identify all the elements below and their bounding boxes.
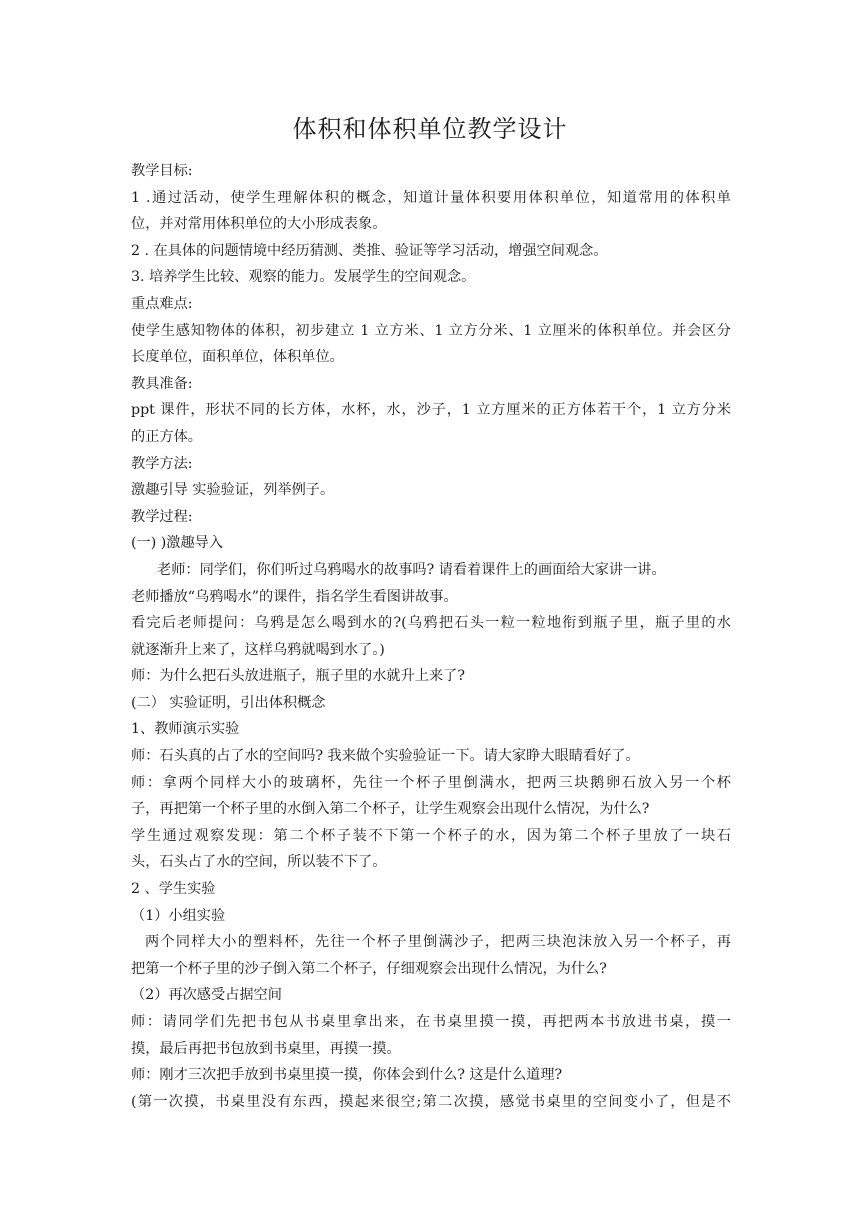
paragraph-line: 师：石头真的占了水的空间吗? 我来做个实验验证一下。请大家睁大眼睛看好了。 <box>131 748 640 765</box>
section-heading-key-points: 重点难点: <box>131 295 193 312</box>
paragraph-line: 老师：同学们，你们听过乌鸦喝水的故事吗? 请看着课件上的画面给大家讲一讲。 <box>157 561 666 578</box>
section-heading-materials: 教具准备: <box>131 375 193 392</box>
paragraph-line: 使学生感知物体的体积，初步建立 1 立方米、1 立方分米、1 立厘米的体积单位。并会区分 <box>131 322 731 339</box>
document-title: 体积和体积单位教学设计 <box>292 115 568 143</box>
paragraph-line: 师：请同学们先把书包从书桌里拿出来，在书桌里摸一摸，再把两本书放进书桌，摸一 <box>131 1014 731 1030</box>
section-heading-objectives: 教学目标: <box>131 163 193 179</box>
subsection-heading: (二） 实验证明，引出体积概念 <box>131 694 326 711</box>
subsection-heading: 2 、学生实验 <box>131 881 216 898</box>
paragraph-line: 师：刚才三次把手放到书桌里摸一摸，你体会到什么? 这是什么道理? <box>131 1067 563 1084</box>
paragraph-line: 2 . 在具体的问题情境中经历猜测、类推、验证等学习活动，增强空间观念。 <box>131 242 608 259</box>
paragraph-line: 头，石头占了水的空间，所以装不下了。 <box>131 854 387 871</box>
paragraph-line: 看完后老师提问：乌鸦是怎么喝到水的?(乌鸦把石头一粒一粒地衔到瓶子里，瓶子里的水 <box>131 615 731 632</box>
paragraph-line: 学生通过观察发现：第二个杯子装不下第一个杯子的水，因为第二个杯子里放了一块石 <box>131 827 731 844</box>
paragraph-line: 师：为什么把石头放进瓶子，瓶子里的水就升上来了? <box>131 668 465 685</box>
paragraph-line: ppt 课件，形状不同的长方体，水杯，水，沙子，1 立方厘米的正方体若干个，1 立方分米 <box>131 402 731 419</box>
subsection-heading: （2）再次感受占据空间 <box>131 987 282 1004</box>
subsection-heading: （1）小组实验 <box>131 907 226 924</box>
subsection-heading: 1、教师演示实验 <box>131 721 240 738</box>
paragraph-line: 位，并对常用体积单位的大小形成表象。 <box>131 216 387 233</box>
paragraph-line: (第一次摸，书桌里没有东西，摸起来很空;第二次摸，感觉书桌里的空间变小了，但是不 <box>131 1093 731 1110</box>
paragraph-line: 激趣引导 实验验证，列举例子。 <box>131 482 335 499</box>
paragraph-line: 两个同样大小的塑料杯，先往一个杯子里倒满沙子，把两三块泡沫放入另一个杯子，再 <box>145 934 731 951</box>
paragraph-line: 子，再把第一个杯子里的水倒入第二个杯子，让学生观察会出现什么情况，为什么? <box>131 801 650 818</box>
paragraph-line: 1 .通过活动，使学生理解体积的概念，知道计量体积要用体积单位，知道常用的体积单 <box>131 189 731 206</box>
document-body <box>131 158 731 1115</box>
paragraph-line: 3. 培养学生比较、观察的能力。发展学生的空间观念。 <box>131 269 476 286</box>
paragraph-line: 摸，最后再把书包放到书桌里，再摸一摸。 <box>131 1040 401 1057</box>
paragraph-line: 师：拿两个同样大小的玻璃杯，先往一个杯子里倒满水，把两三块鹅卵石放入另一个杯 <box>131 774 731 791</box>
paragraph-line: 长度单位，面积单位，体积单位。 <box>131 349 344 366</box>
paragraph-line: 老师播放“乌鸦喝水”的课件，指名学生看图讲故事。 <box>131 588 458 605</box>
paragraph-line: 就逐渐升上来了，这样乌鸦就喝到水了。) <box>131 641 385 658</box>
subsection-heading: (一) )激趣导入 <box>131 535 224 552</box>
paragraph-line: 把第一个杯子里的沙子倒入第二个杯子，仔细观察会出现什么情况，为什么? <box>131 960 607 977</box>
section-heading-process: 教学过程: <box>131 508 193 525</box>
paragraph-line: 的正方体。 <box>131 428 202 445</box>
section-heading-methods: 教学方法: <box>131 455 193 472</box>
